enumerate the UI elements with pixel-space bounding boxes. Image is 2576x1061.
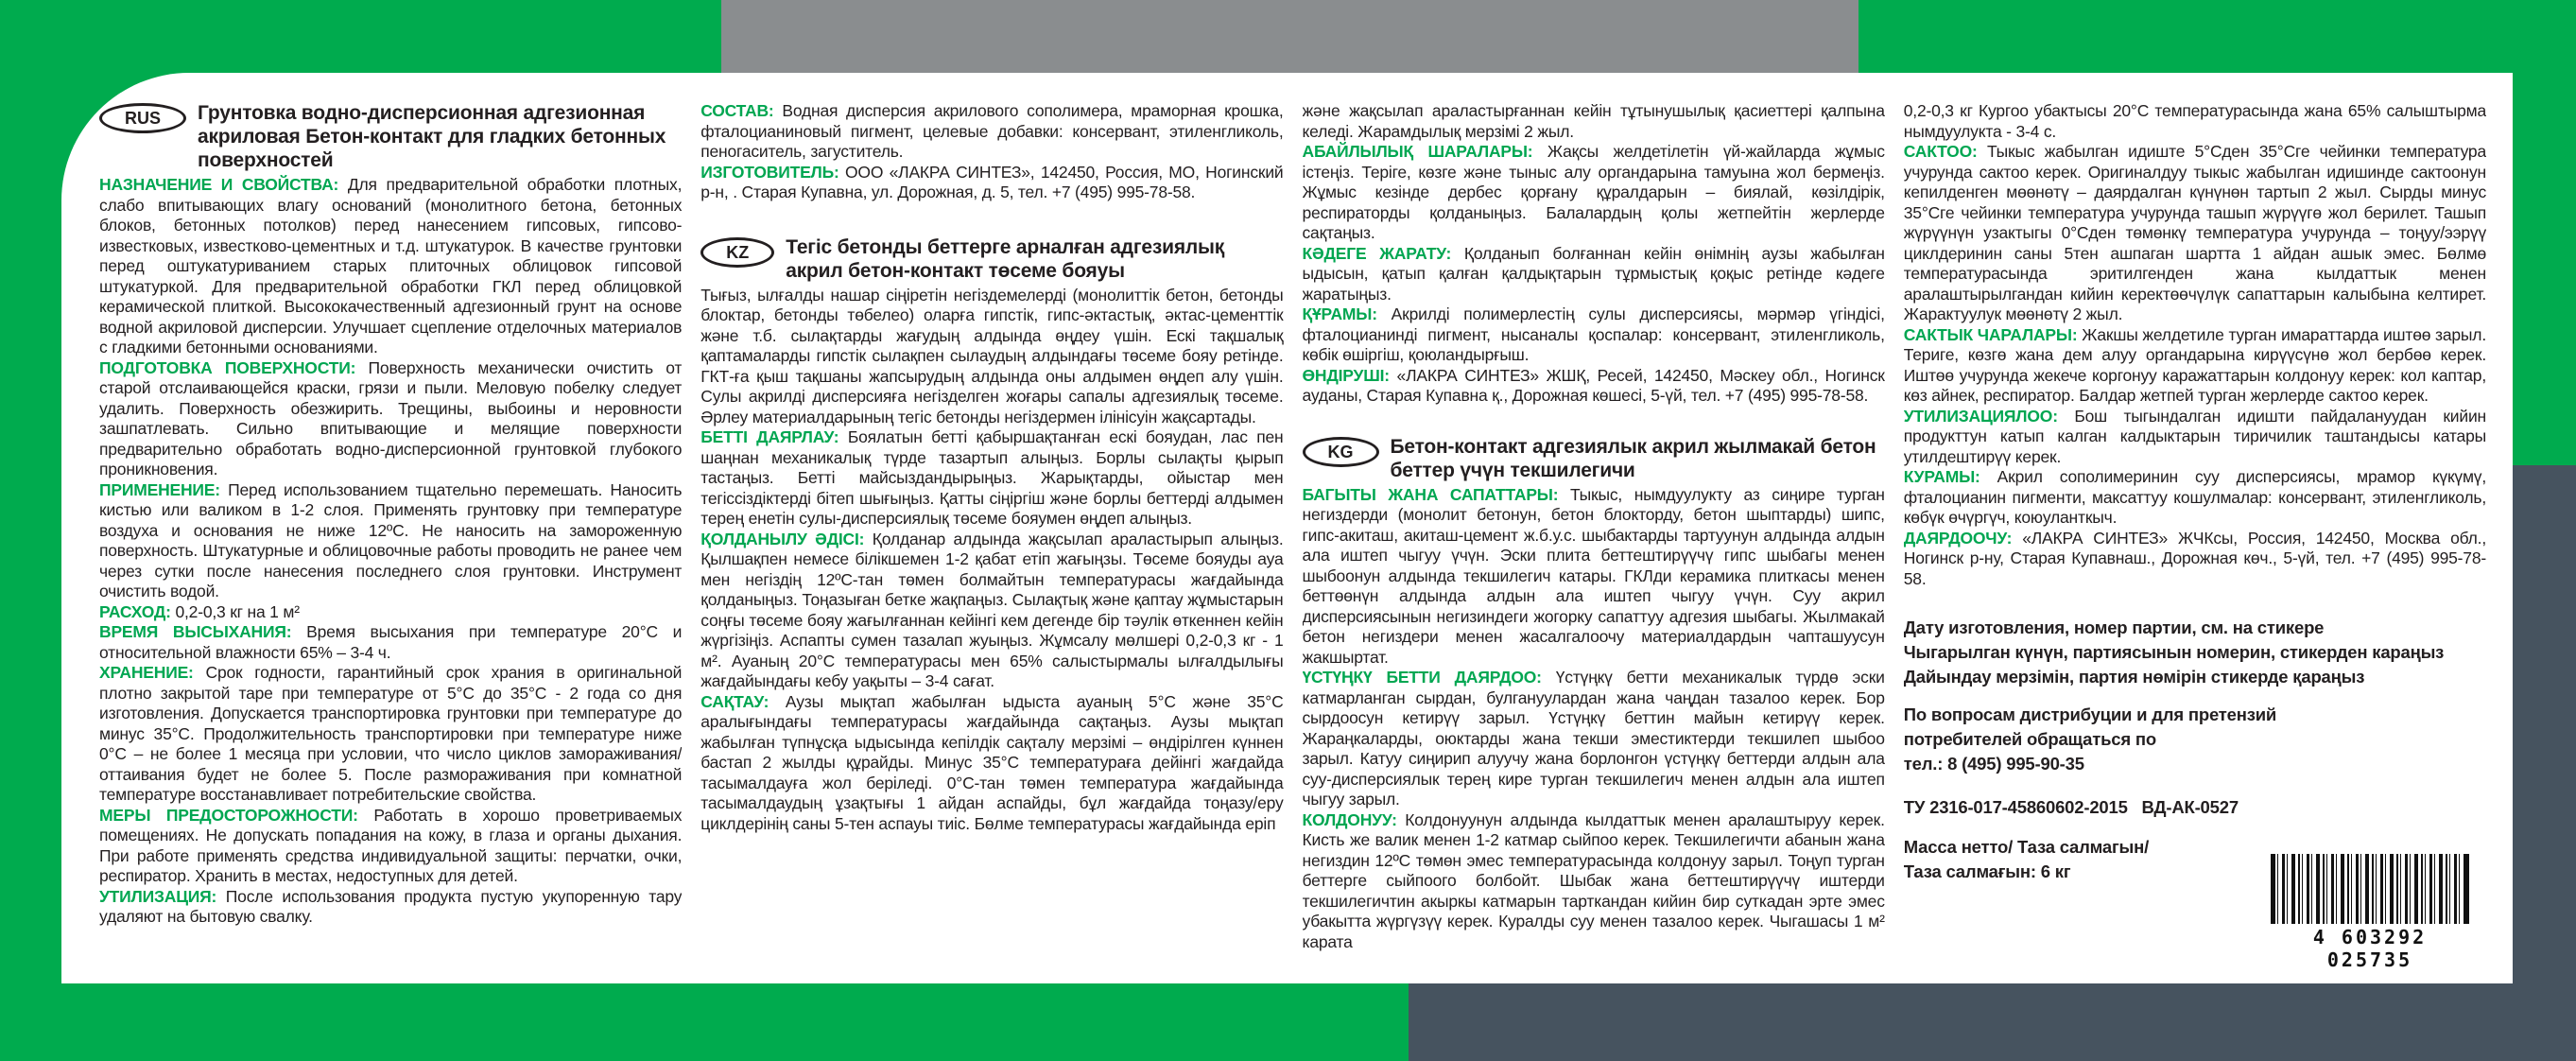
label-section: ПРИМЕНЕНИЕ: Перед использованием тщательно перемешать. Наносить кистью или валиком в 1-2 слоя. Применять грунтовку при температуре воздуха и основания не ниже 12ºС. Не наносить на замороженную поверхность. Штукатурные и облицовочные работы проводить не ранее чем через сутки после нанесения последнего слоя грунтовки. Инструмент очистить водой. bbox=[99, 479, 683, 600]
barcode bbox=[2265, 854, 2475, 971]
text-columns bbox=[99, 101, 2486, 965]
label-section: ӨНДІРУШІ: «ЛАКРА СИНТЕЗ» ЖШҚ, Ресей, 142450, Мәскеу обл., Ногинск ауданы, Старая Купавна қ., Дорожная көшесі, 5-үй, тел. +7 (495) 995-78-58. bbox=[1302, 365, 1885, 405]
section-heading: УТИЛИЗАЦИЯЛОО: bbox=[1903, 406, 2075, 426]
section-heading: ПРИМЕНЕНИЕ: bbox=[99, 479, 229, 499]
section-heading: ИЗГОТОВИТЕЛЬ: bbox=[700, 162, 846, 182]
text-column-2 bbox=[700, 101, 1283, 965]
footnote-line: Дайындау мерзімін, партия нөмірін стикерде қараңыз bbox=[1903, 667, 2365, 687]
section-heading: БЕТТІ ДАЯРЛАУ: bbox=[700, 427, 848, 446]
label-section: ҚҰРАМЫ: Акрилді полимерлестің сулы дисперсиясы, мәрмәр үгіндісі, фталоцианинді пигмент, нысаналы қоспалар: консервант, этиленгликоль, көбік өшіргіш, қоюландырғыш. bbox=[1302, 304, 1885, 364]
label-section: ХРАНЕНИЕ: Срок годности, гарантийный срок храния в оригинальной плотно закрытой таре при температуре от 5°С до 35°С - 2 года со дня изготовления. Допускается транспортировка грунтовки при температуре до минус 35°С. Продолжительность транспортировки при температуре ниже 0°С – не более 1 месяца при условии, что число циклов замораживания/оттаивания будет не более 5. После размораживания при комнатной температуре восстанавливает потребительские свойства. bbox=[99, 663, 683, 804]
product-title-rus bbox=[99, 101, 682, 172]
continuation-text: Тығыз, ылғалды нашар сіңіретін негіздемелерді (монолиттік бетон, бетонды блоктар, бетонды төбелео) оларға гипстік, гипс-әктастық, әктас-цементтік және т.б. сылақтарды жағудың алдында өңдеу үшін. Ескі тақшалық қаптамаларды гипстік сылақпен сылаудың алдындағы төсеме бояу ретінде. ГКТ-ға қыш тақшаны жапсырудың алдында оны алдымен өңдеп алу үшін. Сулы акрилді дисперсияға негізделген жоғары сапалы адгезиялық төсеме. Әрлеу материалдарының тегіс бетонды негіздермен ілінісуін жақсартады. bbox=[700, 285, 1284, 426]
section-heading: ҚОЛДАНЫЛУ ӘДІСІ: bbox=[700, 529, 873, 548]
footnote-line: Масса нетто/ Таза салмагын/ bbox=[1903, 837, 2150, 857]
lang-badge-kg: KG bbox=[1303, 437, 1379, 467]
section-heading: ДАЯРДООЧУ: bbox=[1903, 528, 2023, 548]
text-column-3 bbox=[1303, 101, 1885, 965]
footnote-line: ТУ 2316-017-45860602-2015 ВД-АК-0527 bbox=[1903, 797, 2239, 817]
section-heading: ӨНДІРУШІ: bbox=[1302, 365, 1397, 385]
product-title-text: Грунтовка водно-дисперсионная адгезионная акриловая Бетон-контакт для гладких бетонных поверхностей bbox=[198, 102, 666, 171]
footnote-line: тел.: 8 (495) 995-90-35 bbox=[1903, 754, 2084, 774]
footnote-block bbox=[1904, 795, 2486, 820]
section-heading: КУРАМЫ: bbox=[1903, 467, 1997, 486]
label-section: ҮСТҮҢКҮ БЕТТИ ДАЯРДОО: Үстүңкү бетти механикалык түрдө эски катмарланган сырдан, булгануулардан жана чаңдан тазалоо керек. Бор сырдоосун кетирүү зарыл. Үстүңкү беттин майын кетирүү керек. Жараңкаларды, оюктарды жана текши эместиктерди текшилеп шыбоо зарыл. Катуу сиңирип алуучу жана борлонгон үстүңкү беттерди алдын ала суу-дисперсиялык терең кире турган текшилегич менен алдын ала иштеп чыгуу зарыл. bbox=[1302, 668, 1885, 809]
section-heading: КОЛДОНУУ: bbox=[1302, 809, 1406, 829]
lang-badge-rus: RUS bbox=[99, 103, 186, 133]
barcode-number: 4 603292 025735 bbox=[2312, 926, 2428, 971]
section-heading: БАГЫТЫ ЖАНА САПАТТАРЫ: bbox=[1302, 484, 1570, 504]
footnote-line: Чыгарылган күнүн, партиясынын номерин, стикерден караңыз bbox=[1903, 642, 2445, 662]
label-section: КУРАМЫ: Акрил сополимеринин суу дисперсиясы, мрамор күкүмү, фталоцианин пигменти, максаттуу кошулмалар: консервант, этиленгликоль, көбүк өчүргүч, коюуланткыч. bbox=[1903, 467, 2486, 527]
footnote-line: Дату изготовления, номер партии, см. на стикере bbox=[1903, 617, 2325, 637]
section-heading: ҚҰРАМЫ: bbox=[1302, 304, 1392, 323]
label-section: БЕТТІ ДАЯРЛАУ: Боялатын бетті қабыршақтанған ескі бояудан, лас пен шаңнан механикалық түрде тазартып алыңыз. Борлы сылақты қырып тастаңыз. Бетті майсыздандырыңыз. Жарықтарды, ойыстар мен тегіссіздіктерді бітеп шығыңыз. Қатты сіңіргіш және борлы беттерді алдымен терең енетін сулы-дисперсиялық төсеме бояумен өңдеп алыңыз. bbox=[700, 427, 1284, 528]
section-heading: СОСТАВ: bbox=[700, 101, 783, 120]
footnote-line: Таза салмағын: 6 кг bbox=[1903, 861, 2071, 881]
footnote-block bbox=[1904, 616, 2486, 689]
label-section: ВРЕМЯ ВЫСЫХАНИЯ: Время высыхания при температуре 20°С и относительной влажности 65% – 3-4 ч. bbox=[99, 622, 683, 662]
spacer bbox=[1904, 776, 2486, 795]
spacer bbox=[1904, 820, 2486, 835]
label-section: НАЗНАЧЕНИЕ И СВОЙСТВА: Для предварительной обработки плотных, слабо впитывающих влагу оснований (монолитного бетона, бетонных блоков, бетонных потолков) перед нанесением гипсовых, гипсово-известковых, известково-цементных и т.д. штукатурок. В качестве грунтовки перед оштукатуриванием старых плиточных облицовок гипсовой штукатуркой. Для предварительной обработки ГКЛ перед облицовкой керамической плиткой. Высококачественный адгезионный грунт на основе водной акриловой дисперсии. Улучшает сцепление отделочных материалов с гладкими бетонными основаниями. bbox=[99, 175, 683, 357]
label-section: БАГЫТЫ ЖАНА САПАТТАРЫ: Тыкыс, нымдуулукту аз сиңире турган негиздерди (монолит бетонун, бетон блокторду, бетон шыптарды) шипс, гипс-акиташ, акиташ-цемент ж.б.у.с. шыбактарды тартуунун алдында алдын ала иштеп чыгуу үчүн. Эски плита беттештирүүчү гипс шыбагы менен шыбоонун алдында текшилегич катары. ГКЛди керамика плиткасы менен беттөөнүн алдында алдын ала иштеп чыгуу үчүн. Суу акрил дисперсиясынын негизиндеги жогорку сапаттуу адгезия шыбагы. Жылмакай бетон негиздери менен жасалгалоочу материалдардын чапташуусун жакшыртат. bbox=[1302, 484, 1885, 667]
top-gray-band bbox=[721, 0, 1859, 73]
right-slate-strip bbox=[2513, 465, 2576, 1061]
label-panel bbox=[61, 73, 2513, 983]
section-heading: АБАЙЛЫЛЫҚ ШАРАЛАРЫ: bbox=[1302, 142, 1547, 161]
spacer bbox=[1904, 589, 2486, 616]
label-section: ПОДГОТОВКА ПОВЕРХНОСТИ: Поверхность механически очистить от старой отслаивающейся краски, грязи и пыли. Меловую побелку следует удалить. Поверхность обезжирить. Трещины, выбоины и неровности зашпатлевать. Сильно впитывающие и мелящие поверхности предварительно обработать водно-дисперсионной грунтовкой глубокого проникновения. bbox=[99, 357, 683, 478]
section-heading: ХРАНЕНИЕ: bbox=[99, 663, 206, 682]
barcode-bars-icon bbox=[2271, 854, 2469, 924]
label-section: ДАЯРДООЧУ: «ЛАКРА СИНТЕЗ» ЖЧКсы, Россия, 142450, Москва обл., Ногинск р-ну, Старая Купавнаш., Дорожная көч., 5-үй, тел. +7 (495) 995-78-58. bbox=[1903, 528, 2486, 588]
label-section: АБАЙЛЫЛЫҚ ШАРАЛАРЫ: Жақсы желдетілетін үй-жайларда жұмыс істеңіз. Теріге, көзге және тыныс алу органдарына тамуына жол бермеңіз. Жұмыс кезінде дербес қорғану құралдарын – биялай, көзілдірік, респираторды қолданыңыз. Балалардың қолы жетпейтін жерлерде сақтаңыз. bbox=[1302, 142, 1885, 242]
footnote-line: потребителей обращаться по bbox=[1903, 729, 2157, 749]
spacer bbox=[1904, 689, 2486, 703]
product-title-kg bbox=[1303, 435, 1885, 482]
section-heading: САКТЫК ЧАРАЛАРЫ: bbox=[1903, 324, 2083, 344]
continuation-text: 0,2-0,3 кг Кургоо убактысы 20°С температурасында жана 65% салыштырма нымдуулукта - 3-4 с. bbox=[1903, 101, 2486, 141]
continuation-text: және жақсылап араластырғаннан кейін тұтынушылық қасиеттері қалпына келеді. Жарамдылық мерзімі 2 жыл. bbox=[1302, 101, 1885, 141]
lang-badge-kz: KZ bbox=[700, 237, 774, 268]
label-section: СОСТАВ: Водная дисперсия акрилового сополимера, мраморная крошка, фталоцианиновый пигмент, целевые добавки: консервант, этиленгликоль, пеногаситель, загуститель. bbox=[700, 101, 1284, 161]
section-heading: УТИЛИЗАЦИЯ: bbox=[99, 886, 226, 906]
label-section: ҚОЛДАНЫЛУ ӘДІСІ: Қолданар алдында жақсылап араластырып алыңыз. Қылшақпен немесе білікшемен 1-2 қабат етіп жағыңзы. Төсеме бояуды ауа мен негіздің 12ºС-тан төмен болмайтын температурасы жағдайында қолданыңыз. Тоңазыған бетке жақпаңыз. Сылақтық және қаптау жұмыстарын соңғы төсеме бояу жағылғаннан кейінгі кем дегенде бір тәулік өткеннен кейін жүргізіңіз. Аспапты сумен тазалап жуыңыз. Жұмсалу мөлшері 0,2-0,3 кг - 1 м². Ауаның 20°С температурасы мен 65% салыстырмалы ылғалдылығы жағдайындағы кебу уақыты – 3-4 сағат. bbox=[700, 529, 1284, 690]
footnote-line: По вопросам дистрибуции и для претензий bbox=[1903, 704, 2277, 724]
footnote-block bbox=[1904, 703, 2486, 776]
section-heading: САКТОО: bbox=[1903, 142, 1987, 161]
section-heading: НАЗНАЧЕНИЕ И СВОЙСТВА: bbox=[99, 175, 348, 194]
label-section: МЕРЫ ПРЕДОСТОРОЖНОСТИ: Работать в хорошо проветриваемых помещениях. Не допускать попадания на кожу, в глаза и органы дыхания. При работе применять средства индивидуальной защиты: перчатки, очки, респиратор. Хранить в местах, недоступных для детей. bbox=[99, 805, 683, 885]
spacer bbox=[1303, 407, 1885, 435]
label-section: УТИЛИЗАЦИЯ: После использования продукта пустую укупоренную тару удаляют на бытовую свалку. bbox=[99, 886, 683, 926]
label-section: УТИЛИЗАЦИЯЛОО: Бош тыгындалган идишти пайдалануудан кийин продукттун катып калган калдыктарын тиричилик таштандысы катары утилдештирүү керек. bbox=[1903, 406, 2486, 466]
product-title-text: Бетон-контакт адгезиялык акрил жылмакай бетон беттер үчүн текшилегичи bbox=[1390, 435, 1876, 481]
bottom-slate-band bbox=[1409, 983, 2576, 1061]
product-title-kz bbox=[700, 235, 1283, 283]
label-section: КӘДЕГЕ ЖАРАТУ: Қолданып болғаннан кейін өнімнің аузы жабылған ыдысын, қатып қалған қалдықтарын тұрмыстық қоқыс ретінде кәдеге жаратыңыз. bbox=[1302, 243, 1885, 304]
label-section: САКТОО: Тыкыс жабылган идиште 5°Сден 35°Сге чейинки температура учурунда сактоо керек. Оригиналдуу тыкыс жабылган идишинде сактоонун кепилденген мөөнөтү – даярдалган күнүнөн тартып 2 жыл. Сырды минус 35°Сге чейинки температура учурунда ташып жүрүүгө жол берилет. Ташып жүрүүнүн узактыгы 0°Сден төмөнкү температура учурунда – тоңуу/ээрүү циклдеринин саны 5тен ашпаган шартта 1 айдан ашык эмес. Бөлмө температурасында эритилгенден жана кылдаттык менен аралаштырылгандан кийин керектөөчүлүк сапаттарын калыбына келтирет. Жарактуулук мөөнөтү 2 жыл. bbox=[1903, 142, 2486, 323]
product-title-text: Тегіс бетонды беттерге арналған адгезиялық акрил бетон-контакт төсеме бояуы bbox=[786, 235, 1225, 282]
spacer bbox=[700, 203, 1283, 235]
section-heading: РАСХОД: bbox=[99, 601, 176, 621]
label-section: САҚТАУ: Аузы мықтап жабылған ыдыста ауаның 5°С және 35°С аралығындағы температурасы жағдайында сақтаңыз. Аузы мықтап жабылған түпнұсқа ыдысында кепілдік сақталу мерзімі – өндірілген күннен бастап 2 жылды құрайды. Минус 35°С температураға дейінгі жағдайда тасымалдауға жол беріледі. 0°С-тан төмен температура жағдайында тасымалдаудың ұзақтығы 1 айдан аспайды, бұл жағдайда тоңазу/еру циклдерінің саны 5-тен аспауы тиіс. Бөлме температурасы жағдайында еріп bbox=[700, 691, 1284, 833]
text-column-1 bbox=[99, 101, 682, 965]
text-column-4 bbox=[1904, 101, 2486, 965]
section-heading: САҚТАУ: bbox=[700, 691, 786, 711]
section-heading: ПОДГОТОВКА ПОВЕРХНОСТИ: bbox=[99, 357, 369, 377]
label-section: КОЛДОНУУ: Колдонуунун алдында кылдаттык менен аралаштыруу керек. Кисть же валик менен 1-2 катмар сыйпоо керек. Текшилегичти абанын жана негиздин 12ºС төмөн эмес температурасында колдонуу зарыл. Тоңуп турган беттерге сыйпоого болбойт. Шыбак жана беттештирүүчү иштерди текшилегичтин акыркы катмарын тарткандан кийин бир суткадан эрте эмес убакытта жүргүзүү керек. Куралды суу менен тазалоо керек. Чыгашасы 1 м² карата bbox=[1302, 809, 1885, 951]
section-heading: МЕРЫ ПРЕДОСТОРОЖНОСТИ: bbox=[99, 805, 374, 825]
label-section: РАСХОД: 0,2-0,3 кг на 1 м² bbox=[99, 601, 300, 621]
label-section: ИЗГОТОВИТЕЛЬ: ООО «ЛАКРА СИНТЕЗ», 142450, Россия, МО, Ногинский р-н, . Старая Купавна, ул. Дорожная, д. 5, тел. +7 (495) 995-78-58. bbox=[700, 162, 1284, 201]
section-heading: ВРЕМЯ ВЫСЫХАНИЯ: bbox=[99, 622, 307, 641]
section-heading: ҮСТҮҢКҮ БЕТТИ ДАЯРДОО: bbox=[1302, 668, 1556, 687]
label-section: САКТЫК ЧАРАЛАРЫ: Жакшы желдетиле турган имараттарда иштөө зарыл. Териге, көзгө жана дем алуу органдарына кирүүсүнө жол бербөө керек. Иштөө учурунда жекече коргонуу каражаттарын колдонуу керек: кол каптар, көз айнек, респиратор. Балдар жетпей турган жерлерде сактоо керек. bbox=[1903, 324, 2486, 405]
section-heading: КӘДЕГЕ ЖАРАТУ: bbox=[1302, 243, 1464, 263]
